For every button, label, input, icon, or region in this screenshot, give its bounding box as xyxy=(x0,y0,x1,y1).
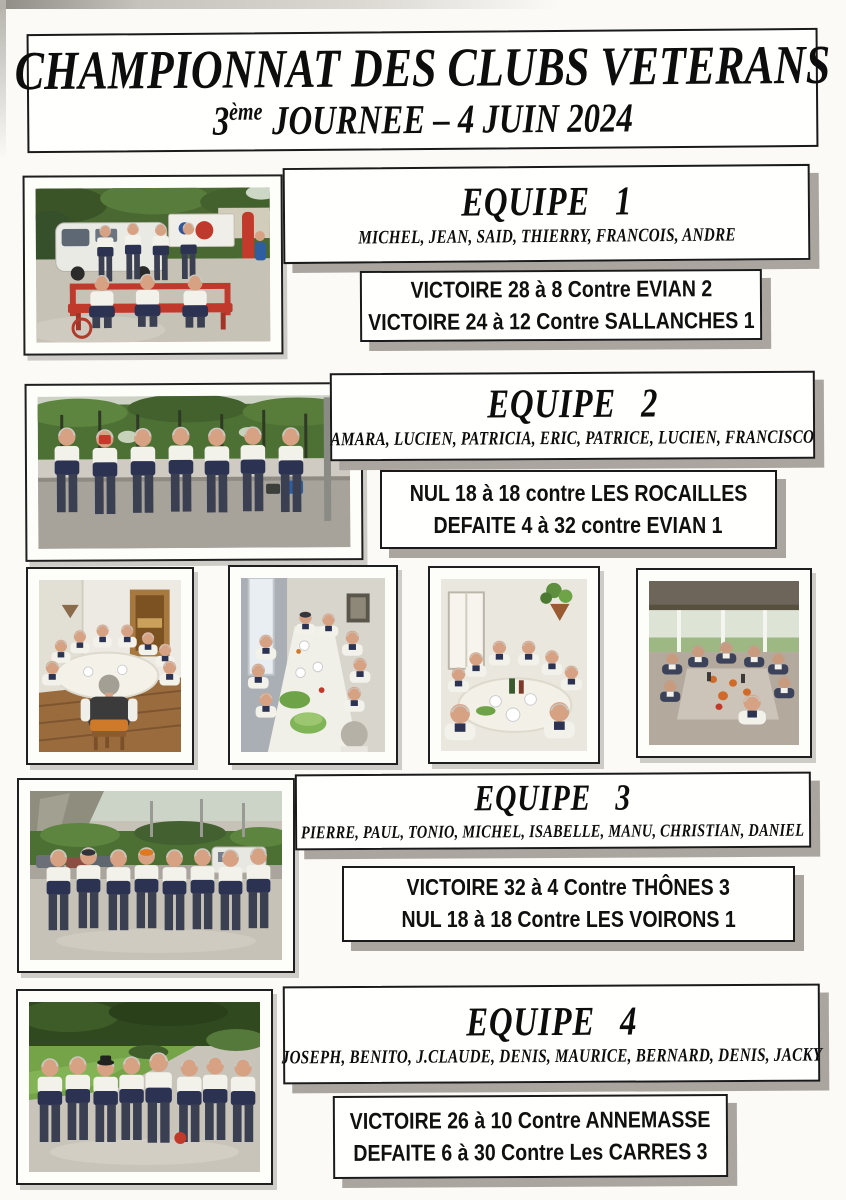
team-3-result-1: VICTOIRE 32 à 4 Contre THÔNES 3 xyxy=(406,874,731,901)
team-4-results xyxy=(333,1094,728,1179)
page-subtitle: 3ème JOURNEE – 4 JUIN 2024 xyxy=(212,94,633,144)
team-3-photo xyxy=(17,778,295,973)
team-1-title: EQUIPE 1 xyxy=(460,177,633,226)
team-2-header xyxy=(330,371,815,462)
team-3-result-2: NUL 18 à 18 Contre LES VOIRONS 1 xyxy=(401,906,736,932)
team-3-header xyxy=(295,772,811,851)
team-3-results xyxy=(342,866,795,942)
team-2-title: EQUIPE 2 xyxy=(486,380,659,427)
page-title: CHAMPIONNAT DES CLUBS VETERANS xyxy=(14,33,831,102)
team-1-players: MICHEL, JEAN, SAID, THIERRY, FRANCOIS, ANDRE xyxy=(357,224,736,249)
lunch-photo-1-graphic xyxy=(39,580,181,752)
team-4-title: EQUIPE 4 xyxy=(465,998,638,1045)
lunch-photo-4-graphic xyxy=(649,581,799,745)
team-2-photo-graphic xyxy=(38,395,351,549)
team-2-players: AMARA, LUCIEN, PATRICIA, ERIC, PATRICE, LUCIEN, FRANCISCO xyxy=(330,426,815,451)
lunch-photo-3 xyxy=(428,566,600,764)
team-3-players: PIERRE, PAUL, TONIO, MICHEL, ISABELLE, MANU, CHRISTIAN, DANIEL xyxy=(301,819,805,843)
lunch-photo-2 xyxy=(228,565,398,765)
team-1-photo xyxy=(23,174,284,355)
title-box xyxy=(14,28,831,153)
team-4-photo-graphic xyxy=(29,1002,260,1172)
scan-artifact-top xyxy=(0,0,560,9)
team-4-result-2: DEFAITE 6 à 30 Contre Les CARRES 3 xyxy=(353,1137,708,1166)
team-2-photo xyxy=(25,382,364,562)
lunch-photo-2-graphic xyxy=(241,578,385,752)
team-1-header xyxy=(283,164,811,264)
team-2-results xyxy=(380,470,777,549)
team-2-result-2: DEFAITE 4 à 32 contre EVIAN 1 xyxy=(433,511,723,538)
team-4-photo xyxy=(16,989,273,1185)
lunch-photo-1 xyxy=(26,567,194,765)
team-2-result-1: NUL 18 à 18 contre LES ROCAILLES xyxy=(409,479,748,506)
team-4-result-1: VICTOIRE 26 à 10 Contre ANNEMASSE xyxy=(350,1105,711,1134)
team-1-photo-graphic xyxy=(36,187,271,342)
team-3-title: EQUIPE 3 xyxy=(474,777,632,820)
team-4-header xyxy=(283,984,821,1085)
team-3-photo-graphic xyxy=(30,791,282,960)
team-4-players: JOSEPH, BENITO, J.CLAUDE, DENIS, MAURICE, BERNARD, DENIS, JACKY xyxy=(281,1044,822,1069)
lunch-photo-4 xyxy=(636,568,812,758)
team-1-result-2: VICTOIRE 24 à 12 Contre SALLANCHES 1 xyxy=(367,306,755,335)
team-1-results xyxy=(360,269,762,342)
lunch-photo-3-graphic xyxy=(441,579,587,751)
team-1-result-1: VICTOIRE 28 à 8 Contre EVIAN 2 xyxy=(410,274,712,303)
